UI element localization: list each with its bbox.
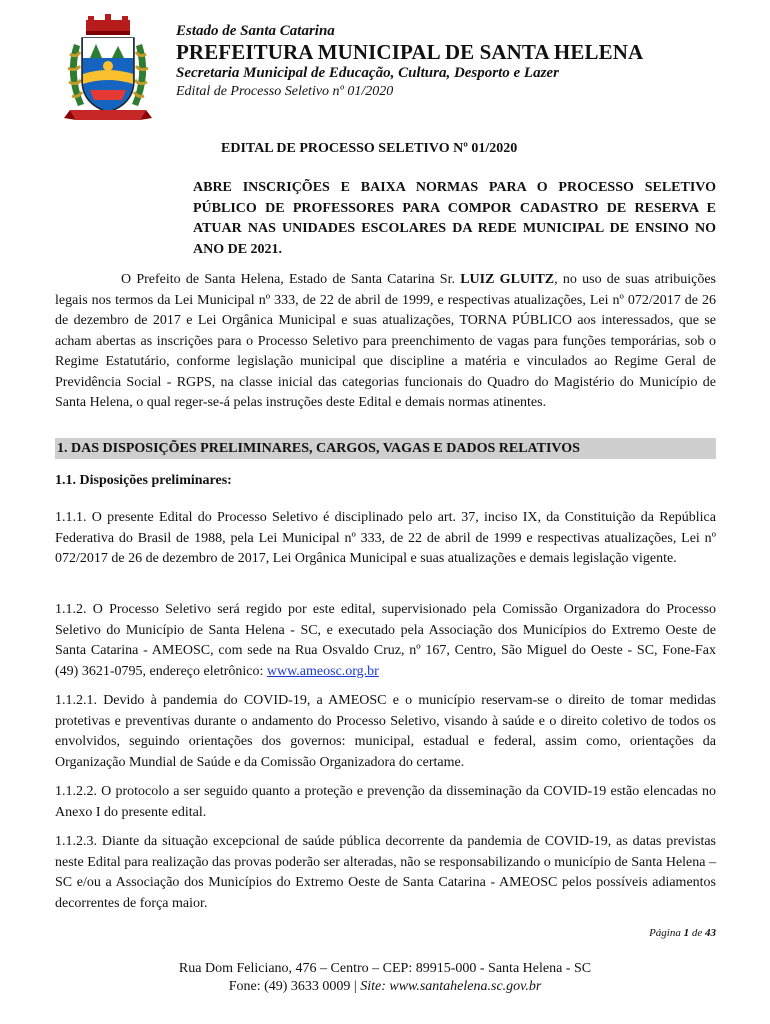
paragraph-1-1-2-2: 1.1.2.2. O protocolo a ser seguido quanto a proteção e prevenção da disseminação da COVID-19 estão elencadas no Anexo I do presente edital.: [55, 784, 716, 820]
document-subtitle: ABRE INSCRIÇÕES E BAIXA NORMAS PARA O PROCESSO SELETIVO PÚBLICO DE PROFESSORES PARA COMPOR CADASTRO DE RESERVA E ATUAR NAS UNIDADES ESCOLARES DA REDE MUNICIPAL DE ENSINO NO ANO DE 2021.: [193, 180, 716, 257]
ameosc-link[interactable]: www.ameosc.org.br: [266, 663, 379, 679]
page-number: Página 1 de 43: [649, 927, 716, 939]
mayor-name: LUIZ GLUITZ: [460, 272, 555, 287]
document-title: EDITAL DE PROCESSO SELETIVO Nº 01/2020: [221, 141, 518, 156]
footer-address: Rua Dom Feliciano, 476 – Centro – CEP: 89915-000 - Santa Helena - SC: [178, 961, 592, 976]
municipal-coat-of-arms-icon: [60, 14, 156, 124]
paragraph-1-1-2-3: 1.1.2.3. Diante da situação excepcional de saúde pública decorrente da pandemia de COVID-19, as datas previstas neste Edital para realização das provas poderão ser alteradas, não se responsabilizando o município de Santa Helena – SC e/ou a Associação dos Municípios do Extremo Oeste de Santa Catarina - AMEOSC pelos possíveis adiamentos decorrentes de força maior.: [55, 834, 716, 911]
prefeitura-name: PREFEITURA MUNICIPAL DE SANTA HELENA: [176, 40, 644, 64]
paragraph-1-1-2: 1.1.2. O Processo Seletivo será regido por este edital, supervisionado pela Comissão Organizadora do Processo Seletivo do Município de Santa Helena - SC, e executado pela Associação dos Municípios do Extremo Oeste de Santa Catarina - AMEOSC, com sede na Rua Osvaldo Cruz, nº 167, Centro, São Miguel do Oeste - SC, Fone-Fax (49) 3621-0795, endereço eletrônico: www.ameosc.org.br: [55, 602, 716, 679]
section-heading: 1. DAS DISPOSIÇÕES PRELIMINARES, CARGOS, VAGAS E DADOS RELATIVOS: [55, 438, 716, 459]
intro-paragraph: O Prefeito de Santa Helena, Estado de Santa Catarina Sr. LUIZ GLUITZ, no uso de suas atribuições legais nos termos da Lei Municipal nº 333, de 22 de abril de 1999, e respectivas atualizações, Lei nº 072/2017 de 26 de dezembro de 2017 e Lei Orgânica Municipal e suas atualizações, TORNA PÚBLICO aos interessados, que se acham abertas as inscrições para o Processo Seletivo para preenchimento de vagas para funções temporárias, sob o Regime Estatutário, conforme legislação municipal que discipline a matéria e vinculados ao Regime Geral de Previdência Social - RGPS, na classe inicial das categorias funcionais do Quadro do Magistério do Município de Santa Helena, o qual reger-se-á pelas instruções deste Edital e demais normas atinentes.: [55, 272, 717, 410]
subsection-heading: 1.1. Disposições preliminares:: [55, 473, 232, 488]
footer-phone: Fone: (49) 3633 0009: [228, 979, 351, 994]
edital-reference: Edital de Processo Seletivo nº 01/2020: [176, 84, 394, 99]
footer-contact: Fone: (49) 3633 0009 | Site: www.santahelena.sc.gov.br: [228, 979, 542, 994]
letterhead: [176, 22, 736, 101]
paragraph-1-1-2-1: 1.1.2.1. Devido à pandemia do COVID-19, a AMEOSC e o município reservam-se o direito de tomar medidas protetivas e preventivas durante o andamento do Processo Seletivo, visando à saúde e o direito coletivo de todos os envolvidos, seguindo orientações dos governos: municipal, estadual e federal, assim como, orientações da Organização Mundial de Saúde e da Comissão Organizadora do certame.: [55, 693, 716, 770]
secretaria-name: Secretaria Municipal de Educação, Cultura, Desporto e Lazer: [176, 65, 559, 81]
paragraph-1-1-1: 1.1.1. O presente Edital do Processo Seletivo é disciplinado pelo art. 37, inciso IX, da Constituição da República Federativa do Brasil de 1988, pela Lei Municipal nº 333, de 22 de abril de 1999 e respectivas atualizações, Lei nº 072/2017 de 26 de dezembro de 2017, Lei Orgânica Municipal e suas atualizações e demais legislação vigente.: [55, 510, 716, 566]
state-name: Estado de Santa Catarina: [176, 23, 335, 39]
footer-site: Site: www.santahelena.sc.gov.br: [360, 979, 542, 994]
